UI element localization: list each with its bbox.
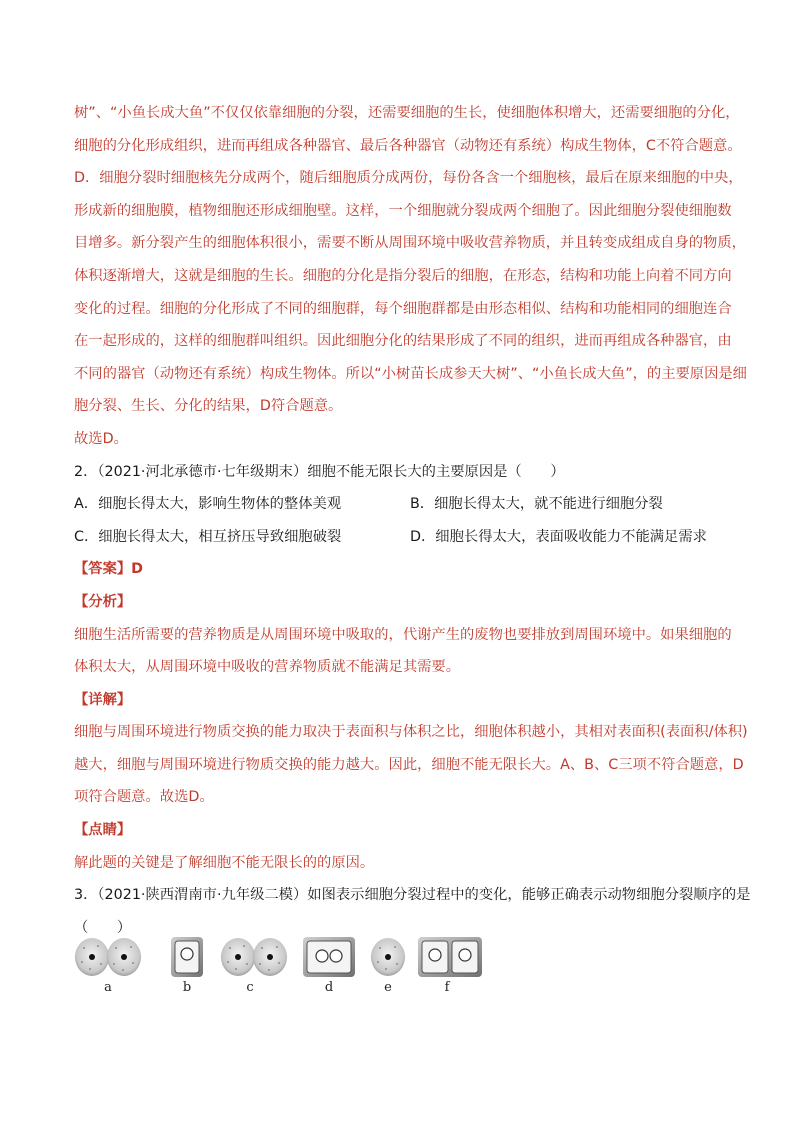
figure-label: e xyxy=(384,980,392,995)
detail-line: 越大，细胞与周围环境进行物质交换的能力越大。因此，细胞不能无限长大。A、B、C三项不符合题意，D xyxy=(74,756,744,773)
text-line: 树”、“小鱼长成大鱼”不仅仅依靠细胞的分裂，还需要细胞的生长，使细胞体积增大，还需要细胞的分化， xyxy=(74,105,740,121)
question-stem-blank: （ ） xyxy=(74,919,132,936)
figure-label: c xyxy=(246,980,254,995)
text-line: D．细胞分裂时细胞核先分成两个，随后细胞质分成两份，每份各含一个细胞核，最后在原来细胞的中央， xyxy=(74,170,743,187)
text-line: 目增多。新分裂产生的细胞体积很小，需要不断从周围环境中吸收营养物质，并且转变成组成自身的物质， xyxy=(74,235,746,252)
figure-label: b xyxy=(182,980,192,995)
option-c: C．细胞长得太大，相互挤压导致细胞破裂 xyxy=(74,528,342,545)
text-line: 在一起形成的，这样的细胞群叫组织。因此细胞分化的结果形成了不同的组织，进而再组成各种器官，由 xyxy=(74,333,732,350)
question-options xyxy=(74,488,722,553)
tip-label: 【点睛】 xyxy=(74,822,132,839)
text-line: 故选D。 xyxy=(74,430,128,447)
tip-line: 解此题的关键是了解细胞不能无限长的的原因。 xyxy=(74,854,375,871)
analysis-line: 细胞生活所需要的营养物质是从周围环境中吸取的，代谢产生的废物也要排放到周围环境中。如果细胞的 xyxy=(74,626,732,643)
figure-label: d xyxy=(324,980,334,995)
plant-cell-dividing-image xyxy=(302,936,356,978)
cell-division-figure xyxy=(74,936,494,1002)
text-line: 体积逐渐增大，这就是细胞的生长。细胞的分化是指分裂后的细胞，在形态，结构和功能上向着不同方向 xyxy=(74,267,732,284)
question-stem: 3．（2021·陕西渭南市·九年级二模）如图表示细胞分裂过程中的变化，能够正确表示动物细胞分裂顺序的是 xyxy=(74,887,751,904)
answer-label: 【答案】D xyxy=(74,561,144,578)
detail-line: 项符合题意。故选D。 xyxy=(74,789,214,806)
page-content xyxy=(74,97,751,944)
detail-label: 【详解】 xyxy=(74,691,132,708)
option-b: B．细胞长得太大，就不能进行细胞分裂 xyxy=(410,496,663,513)
analysis-label: 【分析】 xyxy=(74,593,132,610)
detail-line: 细胞与周围环境进行物质交换的能力取决于表面积与体积之比，细胞体积越小，其相对表面积(表面积/体积) xyxy=(74,724,748,741)
option-a: A．细胞长得太大，影响生物体的整体美观 xyxy=(74,496,342,513)
question-stem: 2．（2021·河北承德市·七年级期末）细胞不能无限长大的主要原因是（ ） xyxy=(74,463,565,480)
analysis-line: 体积太大，从周围环境中吸收的营养物质就不能满足其需要。 xyxy=(74,659,461,676)
animal-cells-pair-image xyxy=(74,936,142,978)
text-line: 胞分裂、生长、分化的结果，D符合题意。 xyxy=(74,398,343,415)
option-d: D．细胞长得太大，表面吸收能力不能满足需求 xyxy=(410,528,707,545)
text-line: 变化的过程。细胞的分化形成了不同的细胞群，每个细胞群都是由形态相似、结构和功能相同的细胞连合 xyxy=(74,300,732,317)
animal-cell-image xyxy=(370,936,406,978)
text-line: 不同的器官（动物还有系统）构成生物体。所以“小树苗长成参天大树”、“小鱼长成大鱼”，的主要原因是细 xyxy=(74,365,747,382)
text-line: 细胞的分化形成组织，进而再组成各种器官、最后各种器官（动物还有系统）构成生物体，C不符合题意。 xyxy=(74,137,742,154)
plant-cells-pair-image xyxy=(417,936,483,978)
figure-label: a xyxy=(104,980,112,995)
figure-label: f xyxy=(444,980,450,995)
animal-cells-pair-image xyxy=(220,936,288,978)
text-line: 形成新的细胞膜，植物细胞还形成细胞壁。这样，一个细胞就分裂成两个细胞了。因此细胞分裂使细胞数 xyxy=(74,202,732,219)
plant-cell-image xyxy=(170,936,204,978)
